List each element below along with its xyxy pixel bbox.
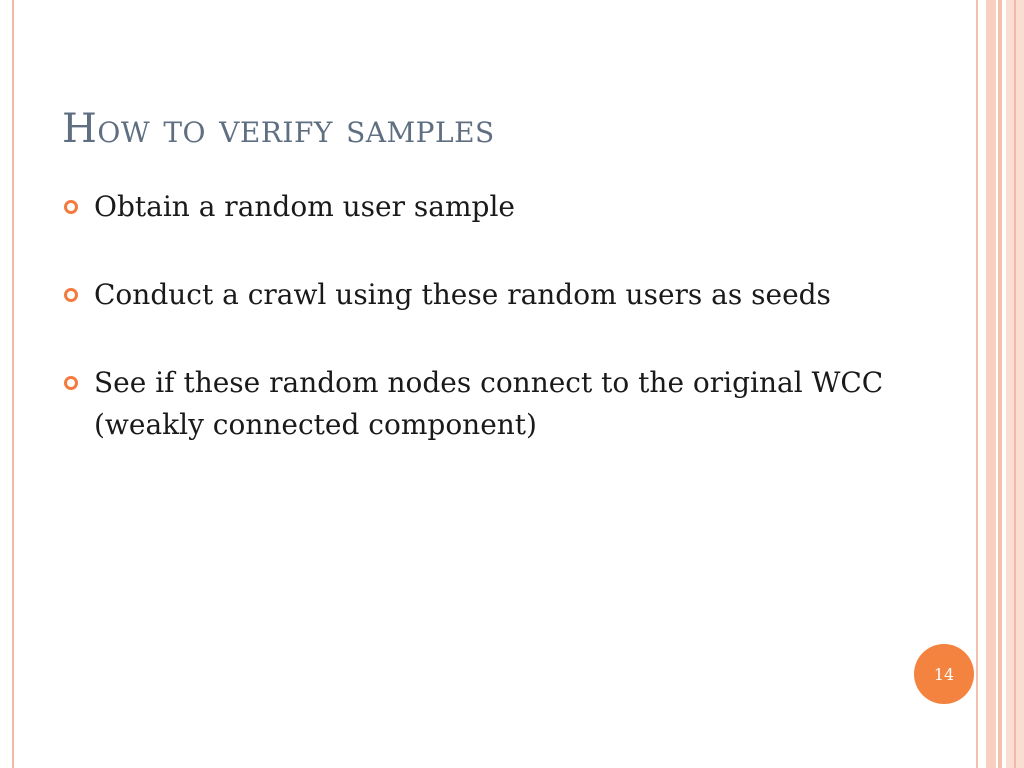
bullet-item — [62, 186, 942, 228]
right-stripe-2 — [986, 0, 996, 768]
page-number: 14 — [933, 664, 955, 684]
right-stripe-3 — [998, 0, 1002, 768]
bullet-text: Obtain a random user sample — [94, 190, 515, 223]
bullet-circle-icon — [64, 200, 78, 214]
bullet-circle-icon — [64, 376, 78, 390]
bullet-item — [62, 274, 942, 316]
bullet-item — [62, 362, 942, 446]
right-stripe-1 — [976, 0, 978, 768]
left-border-line — [12, 0, 14, 768]
bullet-circle-icon — [64, 288, 78, 302]
bullet-text: Conduct a crawl using these random users as seeds — [94, 278, 831, 311]
right-stripe-5 — [1014, 0, 1016, 768]
bullet-text: See if these random nodes connect to the original WCC (weakly connected component) — [94, 366, 884, 441]
bullet-list — [62, 186, 942, 446]
page-number-badge — [914, 644, 974, 704]
slide-title: How to verify samples — [62, 106, 495, 152]
